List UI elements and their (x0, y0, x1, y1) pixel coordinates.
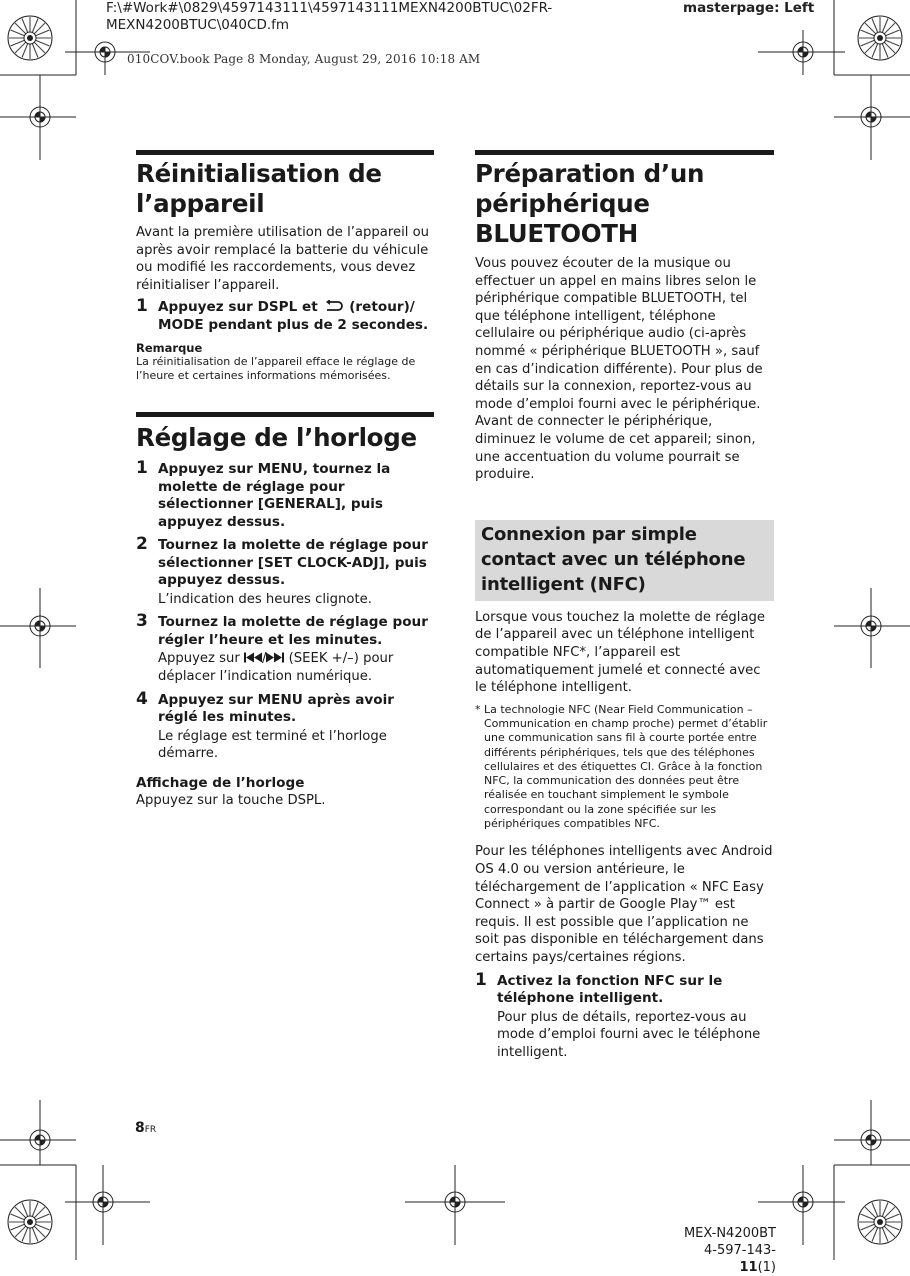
note-title: Remarque (136, 341, 203, 356)
reset-step-1 (136, 296, 434, 334)
step-sub: Appuyez sur / (SEEK +/–) pour déplacer l’indication numérique. (158, 651, 394, 685)
reset-title: Réinitialisation de l’appareil (136, 159, 382, 218)
page-lang: FR (144, 1125, 157, 1135)
nfc-intro: Lorsque vous touchez la molette de réglage de l’appareil avec un téléphone intelligent compatible NFC*, l’appareil est automatiquement jumelé et connecté avec le téléphone intelligent. (475, 609, 766, 696)
book-info: 010COV.book Page 8 Monday, August 29, 2016 10:18 AM (127, 52, 481, 66)
step-number: 1 (475, 969, 487, 990)
bt-title: Préparation d’un périphérique BLUETOOTH (475, 159, 705, 248)
right-column (475, 150, 774, 1061)
clock-step-1 (136, 458, 434, 531)
left-column (136, 150, 434, 810)
skip-previous-icon (244, 651, 262, 666)
part-bold: 11 (739, 1260, 758, 1275)
clock-step-3 (136, 611, 434, 685)
nfc-title: Connexion par simple contact avec un téléphone intelligent (NFC) (475, 520, 774, 601)
section-rule (136, 150, 434, 155)
model-name: MEX-N4200BT (683, 1226, 776, 1241)
clock-title: Réglage de l’horloge (136, 423, 417, 453)
reset-intro: Avant la première utilisation de l’appareil ou après avoir remplacé la batterie du véhicule ou modifié les raccordements, vous devez réinitialiser l’appareil. (136, 225, 430, 293)
part-suffix: (1) (757, 1260, 776, 1275)
masterpage-label: masterpage: Left (683, 0, 815, 16)
sub-post: (SEEK +/–) pour déplacer l’indication numérique. (158, 651, 394, 685)
step-sub: Pour plus de détails, reportez-vous au mode d’emploi fourni avec le téléphone intelligent. (497, 1009, 761, 1060)
model-info (676, 1225, 776, 1276)
note-body: La réinitialisation de l’appareil efface le réglage de l’heure et certaines informations mémorisées. (136, 355, 416, 382)
nfc-step-1 (475, 969, 774, 1062)
step-text: Activez la fonction NFC sur le téléphone intelligent. (497, 972, 723, 1007)
file-path: F:\#Work#\0829\4597143111\4597143111MEXN4200BTUC\02FR-MEXN4200BTUC\040CD.fm (106, 0, 553, 33)
part-prefix: 4-597-143- (704, 1243, 776, 1258)
step-text-post: (retour)/ MODE pendant plus de 2 secondes. (158, 299, 429, 333)
step-text-pre: Appuyez sur DSPL et (158, 299, 323, 316)
step-sub: L’indication des heures clignote. (158, 591, 372, 607)
step-number: 4 (136, 688, 148, 709)
step-number: 3 (136, 611, 148, 632)
step-number: 1 (136, 458, 148, 479)
return-arrow-icon (322, 299, 344, 315)
step-text: Appuyez sur MENU, tournez la molette de réglage pour sélectionner [GENERAL], puis appuyez dessus. (158, 461, 391, 530)
section-rule (136, 412, 434, 417)
display-title: Affichage de l’horloge (136, 774, 305, 791)
section-rule (475, 150, 774, 155)
step-number: 1 (136, 296, 148, 317)
skip-next-icon (266, 651, 284, 666)
page-number-value: 8 (135, 1120, 145, 1136)
sub-pre: Appuyez sur (158, 651, 244, 667)
display-text: Appuyez sur la touche DSPL. (136, 793, 326, 809)
nfc-footnote: * La technologie NFC (Near Field Communication – Communication en champ proche) permet d’établir une communication sans fil à courte portée entre différents périphériques, tels que des téléphones cellulaires et des étiquettes CI. Grâce à la fonction NFC, la communication des données peut être réalisée en touchant simplement le symbole correspondant ou la zone spécifiée sur les périphériques compatibles NFC. (475, 702, 768, 831)
clock-step-2 (136, 534, 434, 608)
step-sub: Le réglage est terminé et l’horloge démarre. (158, 728, 387, 762)
page-number (135, 1120, 156, 1136)
step-text: Appuyez sur MENU après avoir réglé les minutes. (158, 691, 394, 726)
step-number: 2 (136, 534, 148, 555)
step-text: Tournez la molette de réglage pour sélectionner [SET CLOCK-ADJ], puis appuyez dessus. (158, 537, 428, 589)
nfc-android: Pour les téléphones intelligents avec Android OS 4.0 ou version antérieure, le téléchargement de l’application « NFC Easy Connect » à partir de Google Play™ est requis. Il est possible que l’application ne soit pas disponible en téléchargement dans certains pays/certaines régions. (475, 844, 773, 965)
part-number (676, 1242, 776, 1276)
clock-step-4 (136, 688, 434, 763)
step-text: Tournez la molette de réglage pour régler l’heure et les minutes. (158, 614, 428, 648)
bt-intro: Vous pouvez écouter de la musique ou effectuer un appel en mains libres selon le périphérique compatible BLUETOOTH, tel que téléphone intelligent, téléphone cellulaire ou périphérique audio (ci-après nommé « périphérique BLUETOOTH », sauf en cas d’indication différente). Pour plus de détails sur la connexion, reportez-vous au mode d’emploi fourni avec le périphérique. Avant de connecter le périphérique, diminuez le volume de cet appareil; sinon, une accentuation du volume pourrait se produire. (475, 256, 763, 483)
